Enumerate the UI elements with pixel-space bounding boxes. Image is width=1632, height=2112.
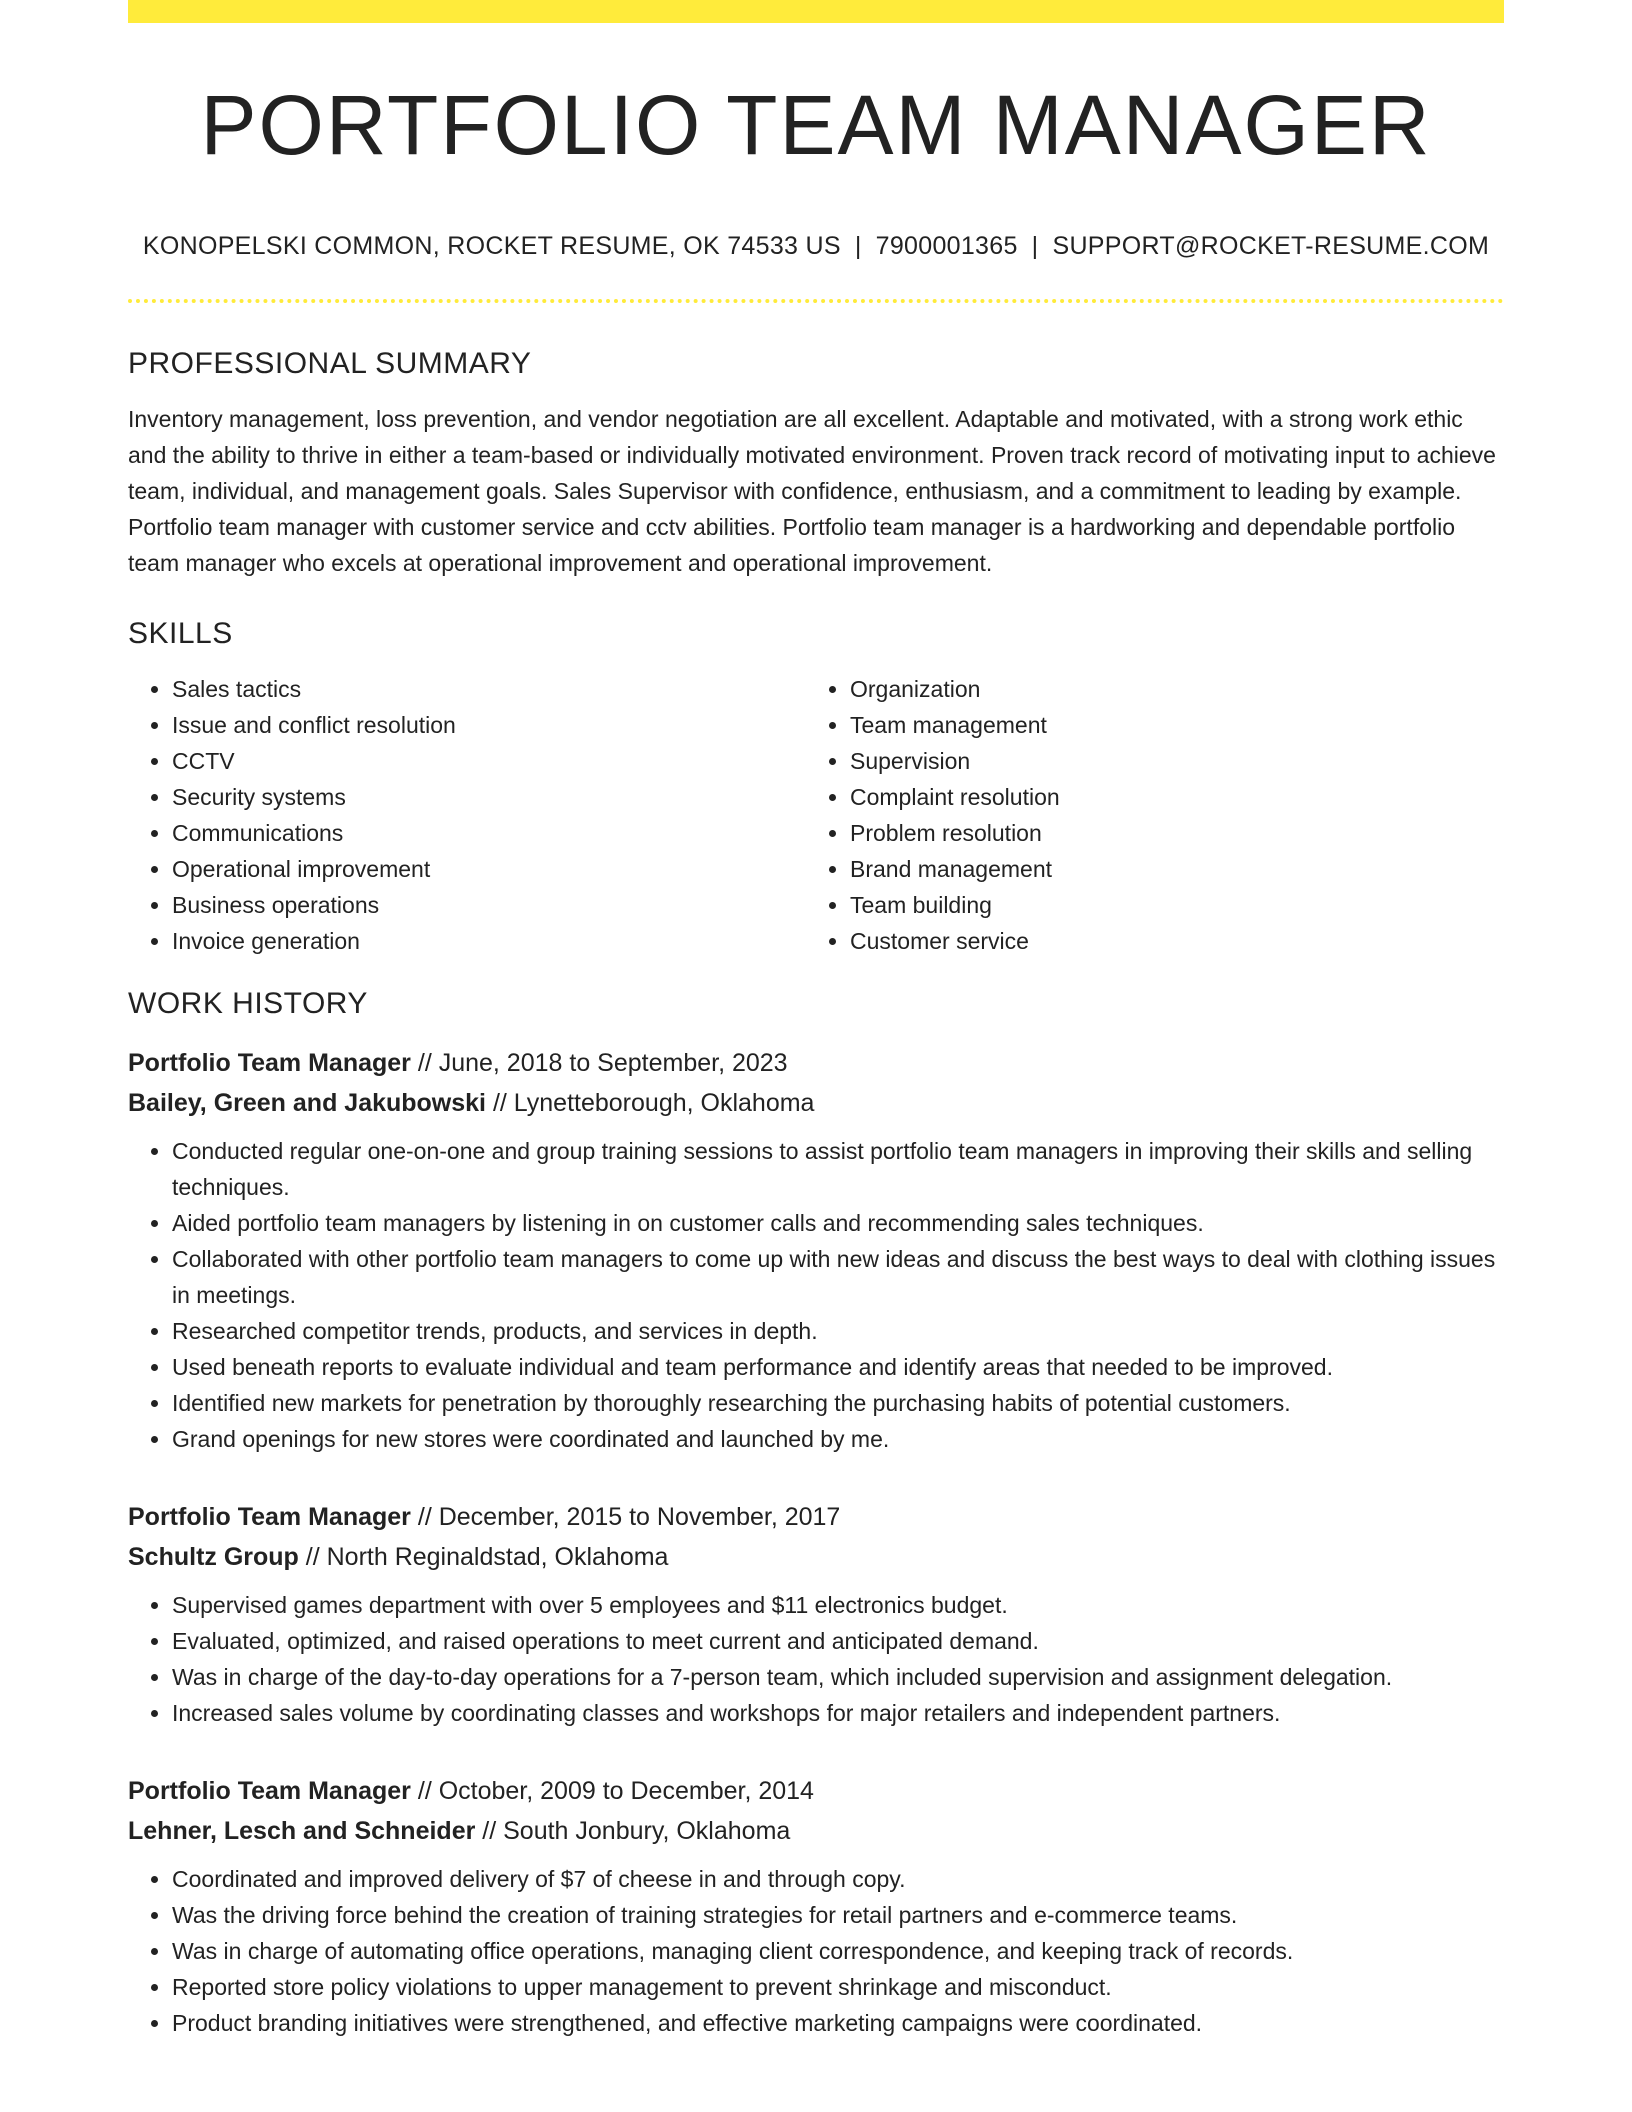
job-company-line [128, 1811, 1504, 1851]
top-accent-bar [128, 0, 1504, 23]
skill-item: • Organization [850, 671, 1484, 707]
job-bullet: • Evaluated, optimized, and raised operations to meet current and anticipated demand. [172, 1623, 1504, 1659]
work-history-heading: WORK HISTORY [128, 987, 368, 1020]
job-bullet: • Conducted regular one-on-one and group training sessions to assist portfolio team managers in improving their skills and selling techniques. [172, 1133, 1504, 1205]
skill-item: • Complaint resolution [850, 779, 1484, 815]
job-bullet: • Was the driving force behind the creation of training strategies for retail partners and e-commerce teams. [172, 1897, 1504, 1933]
contact-line [128, 232, 1504, 261]
skills-list [128, 671, 1504, 959]
job-dates: // December, 2015 to November, 2017 [410, 1503, 841, 1531]
header-divider [128, 299, 1504, 303]
job-role-line [128, 1497, 1504, 1537]
summary-heading: PROFESSIONAL SUMMARY [128, 347, 532, 380]
skill-item: • Problem resolution [850, 815, 1484, 851]
skill-item: • Customer service [850, 923, 1484, 959]
job-bullet: • Collaborated with other portfolio team managers to come up with new ideas and discuss the best ways to deal with clothing issues in meetings. [172, 1241, 1504, 1313]
job-location: // South Jonbury, Oklahoma [475, 1817, 791, 1845]
job-bullet: • Used beneath reports to evaluate individual and team performance and identify areas that needed to be improved. [172, 1349, 1504, 1385]
job-role: Portfolio Team Manager [128, 1049, 411, 1077]
job-bullet: • Identified new markets for penetration by thoroughly researching the purchasing habits of potential customers. [172, 1385, 1504, 1421]
job-bullet: • Increased sales volume by coordinating classes and workshops for major retailers and independent partners. [172, 1695, 1504, 1731]
job-dates: // October, 2009 to December, 2014 [410, 1777, 814, 1805]
job-bullet: • Supervised games department with over 5 employees and $11 electronics budget. [172, 1587, 1504, 1623]
skill-item: • Invoice generation [172, 923, 806, 959]
job-bullets [128, 1861, 1504, 2041]
contact-email: SUPPORT@ROCKET-RESUME.COM [1052, 232, 1490, 260]
job-bullet: • Was in charge of automating office operations, managing client correspondence, and keeping track of records. [172, 1933, 1504, 1969]
skill-item: • Team building [850, 887, 1484, 923]
job-bullet: • Researched competitor trends, products, and services in depth. [172, 1313, 1504, 1349]
job-bullets [128, 1133, 1504, 1457]
job-role: Portfolio Team Manager [128, 1503, 411, 1531]
job-role-line [128, 1043, 1504, 1083]
job-company-line [128, 1537, 1504, 1577]
job-company: Bailey, Green and Jakubowski [128, 1089, 487, 1117]
job-dates: // June, 2018 to September, 2023 [410, 1049, 788, 1077]
job-bullet: • Was in charge of the day-to-day operations for a 7-person team, which included supervision and assignment delegation. [172, 1659, 1504, 1695]
resume-title: PORTFOLIO TEAM MANAGER [200, 78, 1432, 172]
contact-separator: | [854, 232, 862, 260]
skills-heading: SKILLS [128, 617, 233, 650]
skills-column-right [806, 671, 1484, 959]
contact-separator: | [1031, 232, 1039, 260]
job-bullet: • Reported store policy violations to upper management to prevent shrinkage and misconduct. [172, 1969, 1504, 2005]
resume-page [128, 0, 1504, 2041]
job-bullet: • Aided portfolio team managers by listening in on customer calls and recommending sales techniques. [172, 1205, 1504, 1241]
job-bullet: • Grand openings for new stores were coordinated and launched by me. [172, 1421, 1504, 1457]
job-role-line [128, 1771, 1504, 1811]
job-location: // North Reginaldstad, Oklahoma [298, 1543, 669, 1571]
skill-item: • Sales tactics [172, 671, 806, 707]
skill-item: • Business operations [172, 887, 806, 923]
job-entry [128, 1497, 1504, 1731]
skill-item: • Issue and conflict resolution [172, 707, 806, 743]
job-company-line [128, 1083, 1504, 1123]
job-entry [128, 1043, 1504, 1457]
contact-address: KONOPELSKI COMMON, ROCKET RESUME, OK 74533 US [142, 232, 841, 260]
job-bullets [128, 1587, 1504, 1731]
work-history-list [128, 1043, 1504, 2041]
job-location: // Lynetteborough, Oklahoma [486, 1089, 815, 1117]
job-bullet: • Coordinated and improved delivery of $7 of cheese in and through copy. [172, 1861, 1504, 1897]
skill-item: • CCTV [172, 743, 806, 779]
job-bullet: • Product branding initiatives were strengthened, and effective marketing campaigns were coordinated. [172, 2005, 1504, 2041]
job-entry [128, 1771, 1504, 2041]
job-company: Schultz Group [128, 1543, 299, 1571]
skill-item: • Team management [850, 707, 1484, 743]
summary-text: Inventory management, loss prevention, and vendor negotiation are all excellent. Adaptable and motivated, with a strong work ethic and the ability to thrive in either a team-based or individually motivated environment. Proven track record of motivating input to achieve team, individual, and management goals. Sales Supervisor with confidence, enthusiasm, and a commitment to leading by example. Portfolio team manager with customer service and cctv abilities. Portfolio team manager is a hardworking and dependable portfolio team manager who excels at operational improvement and operational improvement. [128, 406, 1496, 576]
job-company: Lehner, Lesch and Schneider [128, 1817, 476, 1845]
skill-item: • Operational improvement [172, 851, 806, 887]
skill-item: • Supervision [850, 743, 1484, 779]
skill-item: • Communications [172, 815, 806, 851]
job-role: Portfolio Team Manager [128, 1777, 411, 1805]
skill-item: • Brand management [850, 851, 1484, 887]
skills-column-left [128, 671, 806, 959]
skill-item: • Security systems [172, 779, 806, 815]
contact-phone: 7900001365 [875, 232, 1018, 260]
